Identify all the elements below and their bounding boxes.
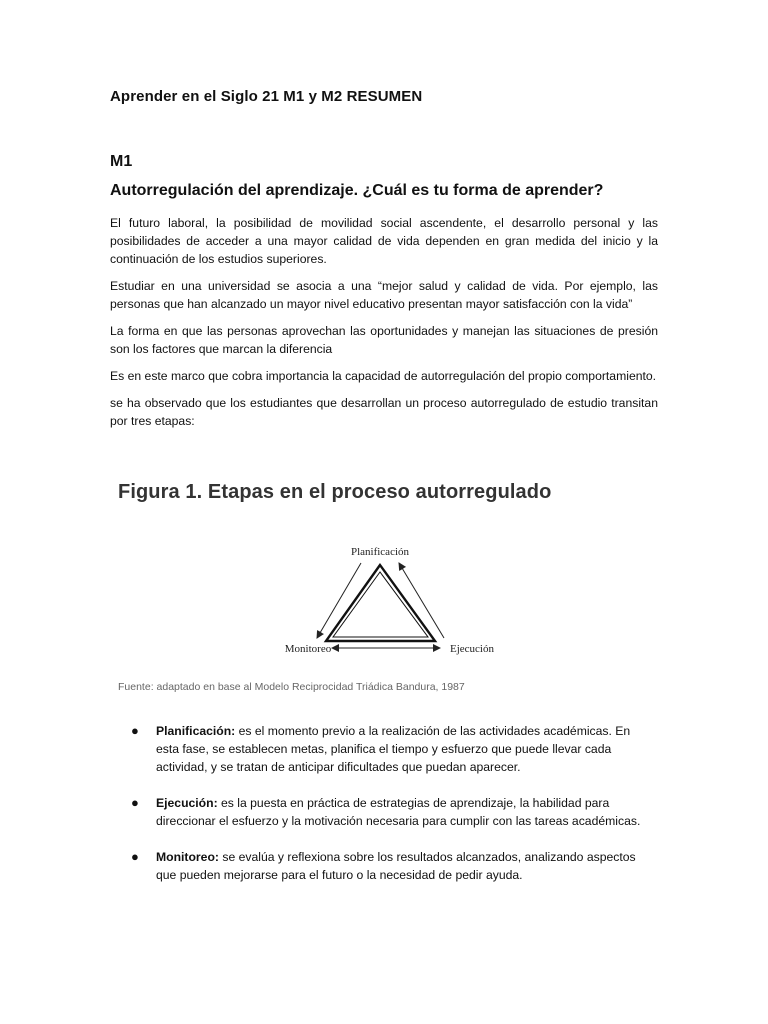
triangle-outer xyxy=(326,565,435,641)
paragraph: Estudiar en una universidad se asocia a una “mejor salud y calidad de vida. Por ejemplo, las personas que han alcanzado un mayor nivel educativo presentan mayor satisfacción con la vida” xyxy=(110,279,658,311)
bullet-icon: ● xyxy=(131,795,139,810)
section-heading: Autorregulación del aprendizaje. ¿Cuál es tu forma de aprender? xyxy=(110,182,604,199)
bullet-term: Monitoreo: xyxy=(156,850,219,864)
triangle-inner xyxy=(333,572,428,637)
paragraph: El futuro laboral, la posibilidad de movilidad social ascendente, el desarrollo personal y las posibilidades de acceder a una mayor calidad de vida dependen en gran medida del inicio y la continuación de los estudios superiores. xyxy=(110,216,658,266)
paragraphs xyxy=(110,214,658,439)
label-monitoreo: Monitoreo xyxy=(284,643,332,655)
figure-title: Figura 1. Etapas en el proceso autorregulado xyxy=(118,481,552,503)
paragraph: se ha observado que los estudiantes que desarrollan un proceso autorregulado de estudio transitan por tres etapas: xyxy=(110,396,658,428)
label-planificacion: Planificación xyxy=(350,546,410,558)
cycle-diagram xyxy=(118,475,658,705)
list-item xyxy=(110,722,650,776)
bullet-icon: ● xyxy=(131,723,139,738)
module-heading: M1 xyxy=(110,153,133,170)
stages-list xyxy=(110,722,650,902)
paragraph: Es en este marco que cobra importancia la capacidad de autorregulación del propio comportamiento. xyxy=(110,369,657,383)
bullet-text: es la puesta en práctica de estrategias de aprendizaje, la habilidad para direccionar el esfuerzo y la motivación necesaria para cumplir con las tareas académicas. xyxy=(156,796,641,828)
bullet-term: Planificación: xyxy=(156,724,236,738)
figure-source: Fuente: adaptado en base al Modelo Reciprocidad Triádica Bandura, 1987 xyxy=(118,681,465,693)
list-item xyxy=(110,848,650,884)
bullet-text: es el momento previo a la realización de las actividades académicas. En esta fase, se establecen metas, planifica el tiempo y esfuerzo que puede llevar cada actividad, y se tratan de anticipar dificultades que puedan aparecer. xyxy=(156,724,631,774)
document-title: Aprender en el Siglo 21 M1 y M2 RESUMEN xyxy=(110,88,423,105)
paragraph: La forma en que las personas aprovechan las oportunidades y manejan las situaciones de presión son los factores que marcan la diferencia xyxy=(110,324,658,356)
label-ejecucion: Ejecución xyxy=(450,643,494,655)
bullet-icon: ● xyxy=(131,849,139,864)
bullet-term: Ejecución: xyxy=(156,796,218,810)
list-item xyxy=(110,794,650,830)
bullet-text: se evalúa y reflexiona sobre los resultados alcanzados, analizando aspectos que pueden mejorarse para el futuro o la necesidad de pedir ayuda. xyxy=(156,850,636,882)
figure-self-regulation-cycle xyxy=(118,475,658,705)
